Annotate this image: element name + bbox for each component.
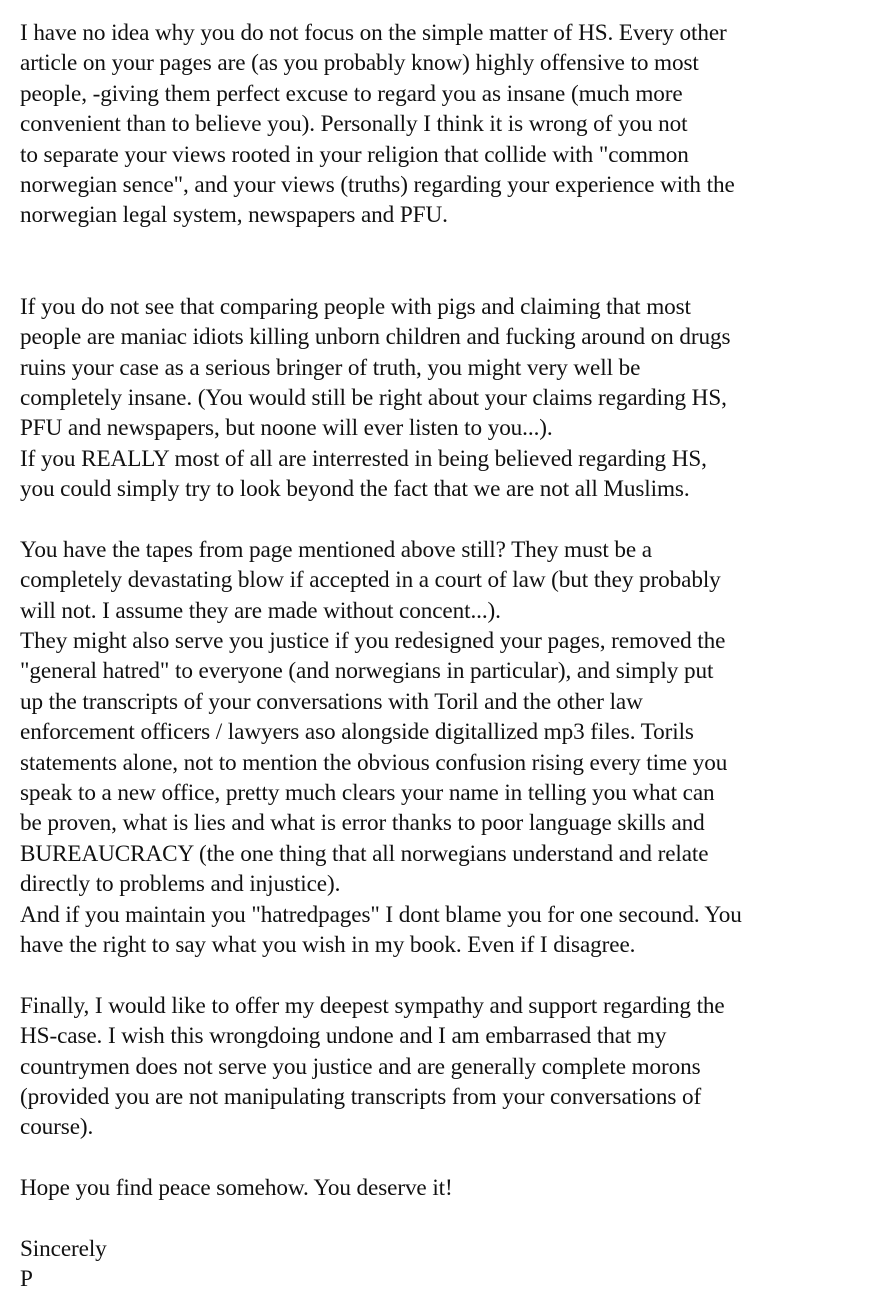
text-line: (provided you are not manipulating transcripts from your conversations of (20, 1083, 702, 1110)
text-line: have the right to say what you wish in my book. Even if I disagree. (20, 931, 636, 958)
text-line: HS-case. I wish this wrongdoing undone and I am embarrased that my (20, 1023, 667, 1050)
paragraph-1 (20, 18, 876, 231)
text-line: BUREAUCRACY (the one thing that all norwegians understand and relate (20, 840, 709, 867)
paragraph-spacer (20, 504, 876, 534)
text-line: be proven, what is lies and what is error thanks to poor language skills and (20, 810, 705, 837)
text-line: people are maniac idiots killing unborn children and fucking around on drugs (20, 324, 731, 351)
text-line: They might also serve you justice if you redesigned your pages, removed the (20, 628, 726, 655)
text-line: If you do not see that comparing people with pigs and claiming that most (20, 293, 691, 320)
text-line: "general hatred" to everyone (and norwegians in particular), and simply put (20, 658, 714, 685)
text-line: completely devastating blow if accepted in a court of law (but they probably (20, 567, 721, 594)
paragraph-spacer (20, 1203, 876, 1233)
paragraph-3 (20, 535, 876, 960)
text-line: enforcement officers / lawyers aso alongside digitallized mp3 files. Torils (20, 719, 694, 746)
text-line: completely insane. (You would still be right about your claims regarding HS, (20, 384, 727, 411)
text-line: directly to problems and injustice). (20, 871, 341, 898)
paragraph-4 (20, 991, 876, 1143)
text-line: people, -giving them perfect excuse to regard you as insane (much more (20, 80, 683, 107)
text-line: article on your pages are (as you probably know) highly offensive to most (20, 50, 699, 77)
text-line: norwegian legal system, newspapers and PFU. (20, 202, 448, 229)
closing-line: Hope you find peace somehow. You deserve it! (20, 1175, 453, 1202)
letter-body (20, 18, 876, 1295)
text-line: speak to a new office, pretty much clears your name in telling you what can (20, 779, 715, 806)
paragraph-spacer (20, 231, 876, 292)
text-line: will not. I assume they are made without concent...). (20, 597, 501, 624)
signature: P (20, 1266, 33, 1293)
signoff: Sincerely (20, 1235, 107, 1262)
paragraph-spacer (20, 1143, 876, 1173)
text-line: to separate your views rooted in your religion that collide with "common (20, 141, 689, 168)
text-line: And if you maintain you "hatredpages" I dont blame you for one secound. You (20, 901, 742, 928)
text-line: ruins your case as a serious bringer of truth, you might very well be (20, 354, 641, 381)
paragraph-2 (20, 292, 876, 505)
text-line: If you REALLY most of all are interrested in being believed regarding HS, (20, 445, 707, 472)
text-line: Finally, I would like to offer my deepest sympathy and support regarding the (20, 992, 725, 1019)
text-line: up the transcripts of your conversations with Toril and the other law (20, 688, 643, 715)
text-line: course). (20, 1114, 94, 1141)
text-line: PFU and newspapers, but noone will ever listen to you...). (20, 415, 553, 442)
text-line: you could simply try to look beyond the fact that we are not all Muslims. (20, 476, 690, 503)
text-line: norwegian sence", and your views (truths) regarding your experience with the (20, 171, 735, 198)
text-line: countrymen does not serve you justice and are generally complete morons (20, 1053, 701, 1080)
text-line: You have the tapes from page mentioned above still? They must be a (20, 536, 652, 563)
text-line: statements alone, not to mention the obvious confusion rising every time you (20, 749, 728, 776)
text-line: convenient than to believe you). Personally I think it is wrong of you not (20, 111, 688, 138)
text-line: I have no idea why you do not focus on the simple matter of HS. Every other (20, 20, 727, 46)
paragraph-spacer (20, 960, 876, 990)
